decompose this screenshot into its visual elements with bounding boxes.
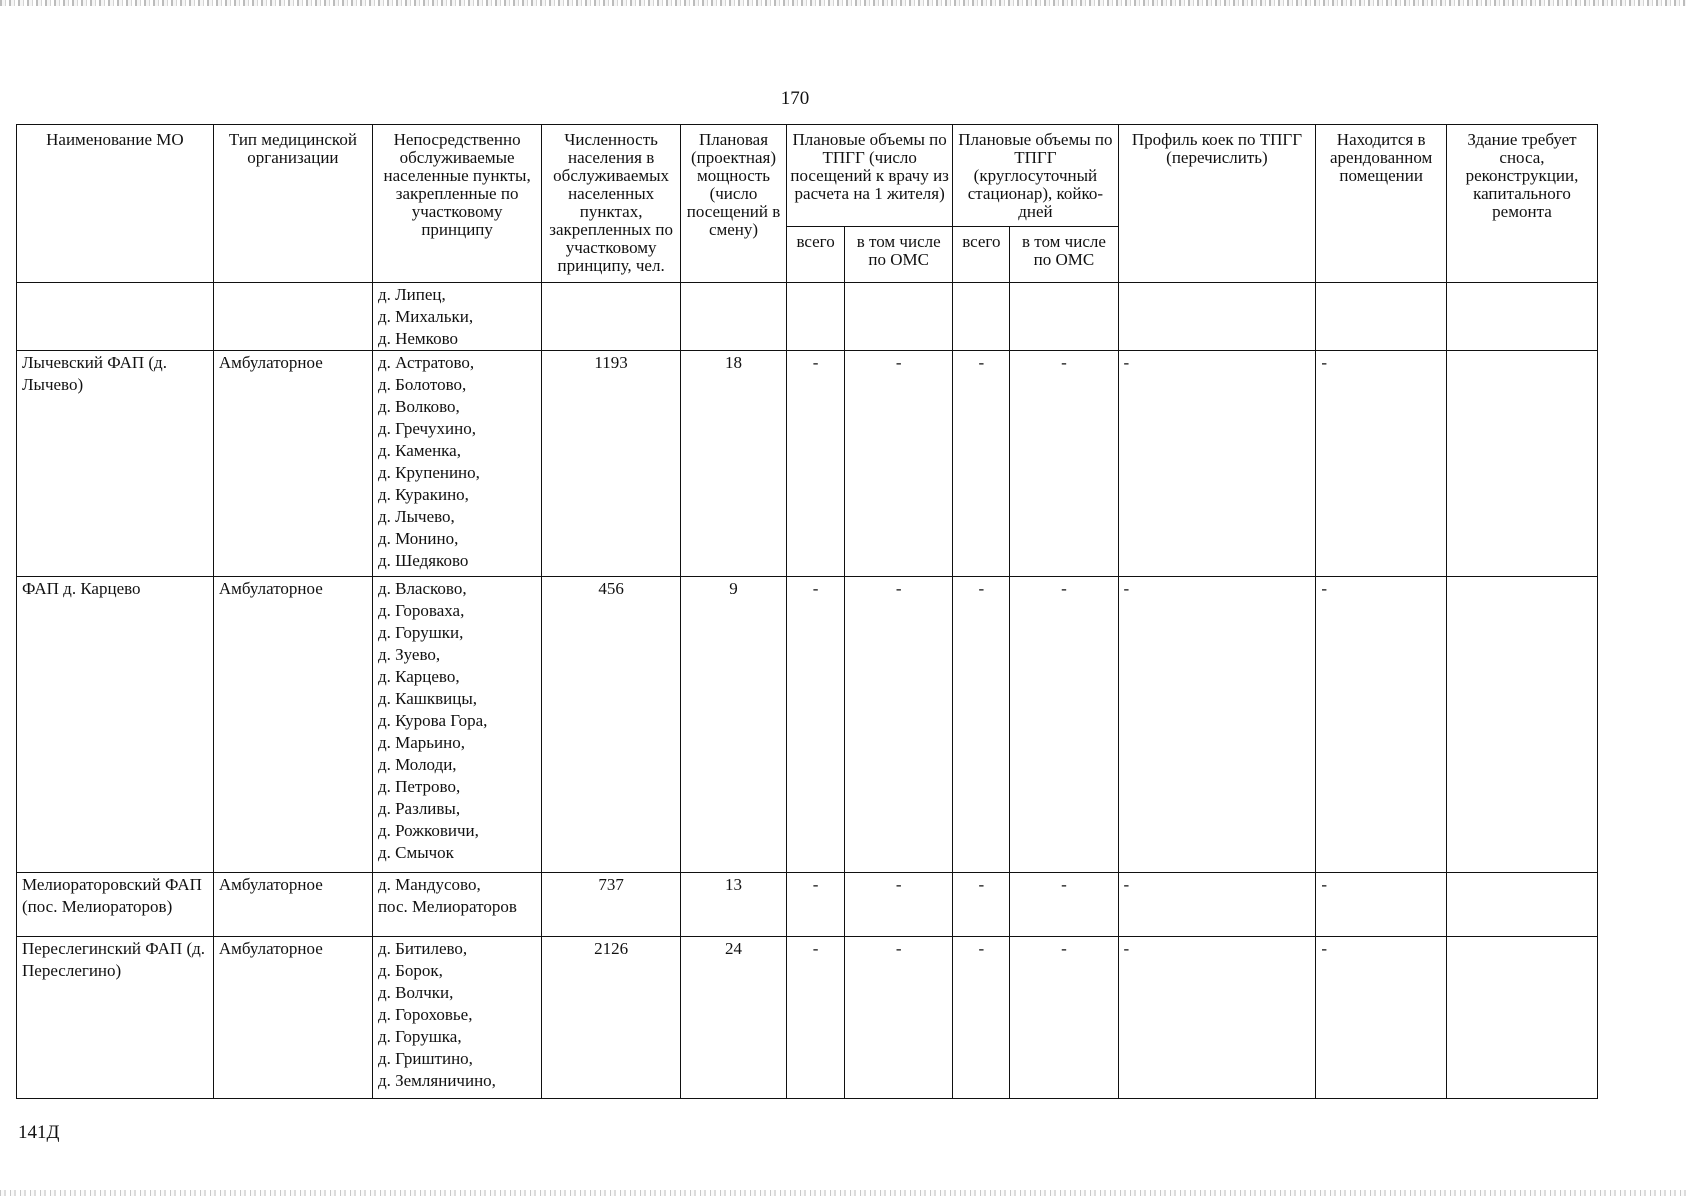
header-beds-oms: в том числе по ОМС bbox=[1010, 227, 1118, 283]
settlement: д. Кашквицы, bbox=[377, 689, 478, 708]
table-row bbox=[17, 937, 1598, 1099]
cell-building bbox=[1446, 937, 1597, 1099]
cell-visits-total: - bbox=[787, 577, 845, 873]
cell-population: 456 bbox=[542, 577, 681, 873]
cell-visits-total: - bbox=[787, 873, 845, 937]
cell-name: Переслегинский ФАП (д. Переслегино) bbox=[17, 937, 214, 1099]
settlement: д. Волково, bbox=[377, 397, 460, 416]
cell-settlements bbox=[372, 873, 541, 937]
settlement: д. Гороваха, bbox=[377, 601, 465, 620]
cell-profile: - bbox=[1118, 937, 1316, 1099]
settlement: д. Петрово, bbox=[377, 777, 461, 796]
header-visits-group: Плановые объемы по ТПГГ (число посещений к врачу из расчета на 1 жителя) bbox=[787, 125, 953, 227]
settlement: д. Битилево, bbox=[377, 939, 468, 958]
settlement: д. Зуево, bbox=[377, 645, 441, 664]
cell-profile: - bbox=[1118, 351, 1316, 577]
cell-settlements bbox=[372, 937, 541, 1099]
settlement: д. Немково bbox=[377, 329, 458, 348]
settlement: д. Земляничино, bbox=[377, 1071, 496, 1090]
cell-visits-total: - bbox=[787, 937, 845, 1099]
page-number: 170 bbox=[780, 88, 810, 109]
cell-type: Амбулаторное bbox=[213, 577, 372, 873]
settlement: д. Лычево, bbox=[377, 507, 455, 526]
scan-edge-bottom bbox=[0, 1190, 1686, 1196]
cell-building bbox=[1446, 873, 1597, 937]
cell-visits-oms bbox=[845, 283, 953, 351]
table-row bbox=[17, 577, 1598, 873]
settlement: д. Волчки, bbox=[377, 983, 454, 1002]
settlement: д. Астратово, bbox=[377, 353, 475, 372]
settlement: д. Каменка, bbox=[377, 441, 461, 460]
cell-beds-total: - bbox=[953, 873, 1010, 937]
cell-beds-total: - bbox=[953, 351, 1010, 577]
header-visits-oms: в том числе по ОМС bbox=[845, 227, 953, 283]
cell-beds-total bbox=[953, 283, 1010, 351]
cell-rented: - bbox=[1316, 937, 1447, 1099]
header-visits-total: всего bbox=[787, 227, 845, 283]
settlement: д. Гороховье, bbox=[377, 1005, 473, 1024]
header-rented: Находится в арендованном помещении bbox=[1316, 125, 1447, 283]
cell-name bbox=[17, 283, 214, 351]
cell-population: 737 bbox=[542, 873, 681, 937]
header-beds-total: всего bbox=[953, 227, 1010, 283]
cell-rented bbox=[1316, 283, 1447, 351]
settlement: д. Борок, bbox=[377, 961, 443, 980]
settlement: д. Горушка, bbox=[377, 1027, 462, 1046]
settlement: д. Мандусово, bbox=[377, 875, 481, 894]
settlement: д. Болотово, bbox=[377, 375, 467, 394]
settlement: д. Власково, bbox=[377, 579, 467, 598]
document-code: 141Д bbox=[18, 1122, 60, 1143]
settlement: д. Липец, bbox=[377, 285, 446, 304]
cell-visits-oms: - bbox=[845, 873, 953, 937]
header-type: Тип медицинской организации bbox=[213, 125, 372, 283]
cell-name: ФАП д. Карцево bbox=[17, 577, 214, 873]
cell-settlements bbox=[372, 283, 541, 351]
cell-building bbox=[1446, 351, 1597, 577]
settlement: д. Разливы, bbox=[377, 799, 461, 818]
cell-capacity bbox=[680, 283, 786, 351]
cell-beds-oms bbox=[1010, 283, 1118, 351]
cell-population: 2126 bbox=[542, 937, 681, 1099]
cell-name: Лычевский ФАП (д. Лычево) bbox=[17, 351, 214, 577]
cell-visits-total bbox=[787, 283, 845, 351]
cell-rented: - bbox=[1316, 873, 1447, 937]
header-building: Здание требует сноса, реконструкции, капитального ремонта bbox=[1446, 125, 1597, 283]
cell-profile: - bbox=[1118, 873, 1316, 937]
medical-organizations-table bbox=[16, 124, 1598, 1099]
cell-building bbox=[1446, 577, 1597, 873]
cell-rented: - bbox=[1316, 577, 1447, 873]
cell-capacity: 24 bbox=[680, 937, 786, 1099]
cell-type: Амбулаторное bbox=[213, 873, 372, 937]
header-profile: Профиль коек по ТПГГ (перечислить) bbox=[1118, 125, 1316, 283]
cell-rented: - bbox=[1316, 351, 1447, 577]
cell-capacity: 13 bbox=[680, 873, 786, 937]
settlement: д. Рожковичи, bbox=[377, 821, 479, 840]
settlement: д. Монино, bbox=[377, 529, 459, 548]
settlement: пос. Мелиораторов bbox=[377, 897, 517, 916]
settlement: д. Шедяково bbox=[377, 551, 469, 570]
cell-building bbox=[1446, 283, 1597, 351]
cell-visits-oms: - bbox=[845, 937, 953, 1099]
settlement: д. Куракино, bbox=[377, 485, 469, 504]
cell-capacity: 18 bbox=[680, 351, 786, 577]
cell-profile: - bbox=[1118, 577, 1316, 873]
cell-visits-total: - bbox=[787, 351, 845, 577]
settlement: д. Карцево, bbox=[377, 667, 460, 686]
header-beds-group: Плановые объемы по ТПГГ (круглосуточный стационар), койко-дней bbox=[953, 125, 1118, 227]
settlement: д. Михальки, bbox=[377, 307, 474, 326]
table-row bbox=[17, 283, 1598, 351]
cell-beds-total: - bbox=[953, 937, 1010, 1099]
cell-type: Амбулаторное bbox=[213, 351, 372, 577]
settlement: д. Марьино, bbox=[377, 733, 465, 752]
cell-beds-oms: - bbox=[1010, 577, 1118, 873]
cell-beds-oms: - bbox=[1010, 351, 1118, 577]
scan-edge-top bbox=[0, 0, 1686, 6]
cell-capacity: 9 bbox=[680, 577, 786, 873]
cell-profile bbox=[1118, 283, 1316, 351]
table-row bbox=[17, 351, 1598, 577]
cell-population: 1193 bbox=[542, 351, 681, 577]
header-population: Численность населения в обслуживаемых населенных пунктах, закрепленных по участковому принципу, чел. bbox=[542, 125, 681, 283]
cell-beds-total: - bbox=[953, 577, 1010, 873]
settlement: д. Курова Гора, bbox=[377, 711, 488, 730]
cell-beds-oms: - bbox=[1010, 873, 1118, 937]
cell-beds-oms: - bbox=[1010, 937, 1118, 1099]
cell-type bbox=[213, 283, 372, 351]
settlement: д. Горушки, bbox=[377, 623, 464, 642]
cell-visits-oms: - bbox=[845, 351, 953, 577]
settlement: д. Гриштино, bbox=[377, 1049, 473, 1068]
cell-settlements bbox=[372, 351, 541, 577]
cell-population bbox=[542, 283, 681, 351]
settlement: д. Смычок bbox=[377, 843, 454, 862]
cell-type: Амбулаторное bbox=[213, 937, 372, 1099]
settlement: д. Молоди, bbox=[377, 755, 457, 774]
settlement: д. Крупенино, bbox=[377, 463, 480, 482]
settlement: д. Гречухино, bbox=[377, 419, 476, 438]
table-row bbox=[17, 873, 1598, 937]
cell-settlements bbox=[372, 577, 541, 873]
header-capacity: Плановая (проектная) мощность (число посещений в смену) bbox=[680, 125, 786, 283]
cell-visits-oms: - bbox=[845, 577, 953, 873]
header-settlements: Непосредственно обслуживаемые населенные пункты, закрепленные по участковому принципу bbox=[372, 125, 541, 283]
header-name: Наименование МО bbox=[17, 125, 214, 283]
cell-name: Мелиораторовский ФАП (пос. Мелиораторов) bbox=[17, 873, 214, 937]
